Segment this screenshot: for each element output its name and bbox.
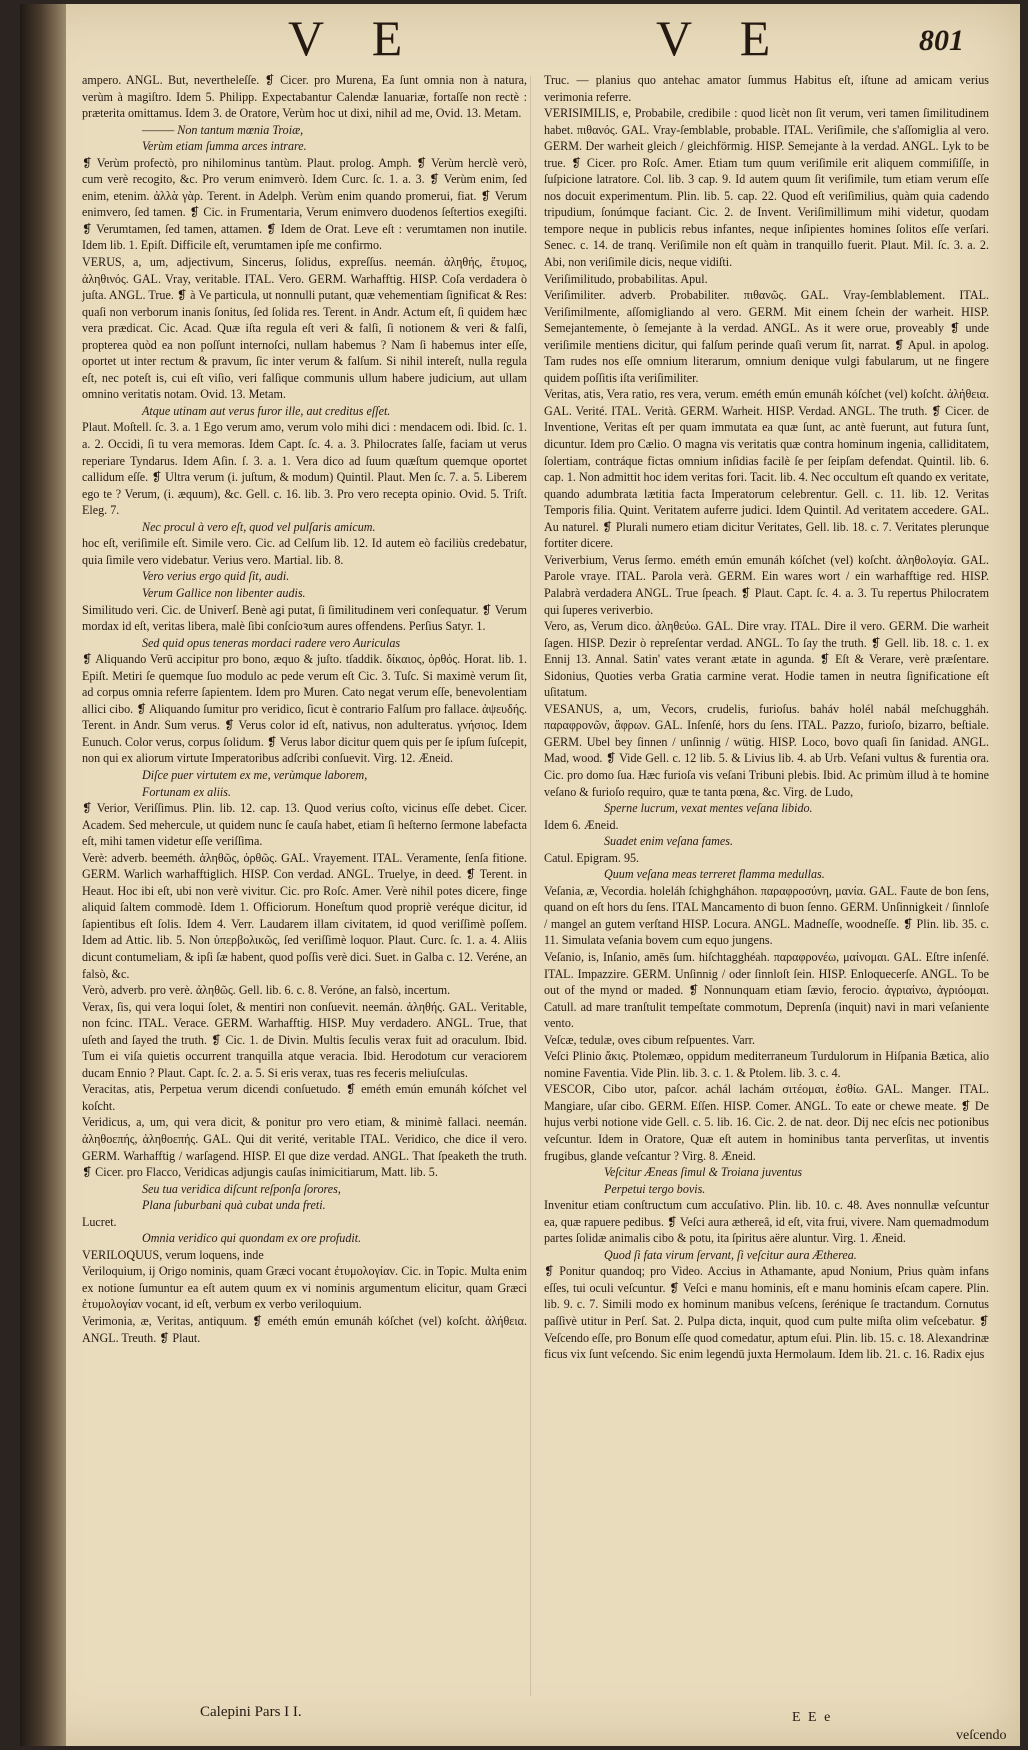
dictionary-entry: Plaut. Moſtell. ſc. 3. a. 1 Ego verum amo, verum volo mihi dici : mendacem odi. Ibid. ſc. 1. a. 2. Occidi, ſi tu vera memoras. Idem Capt. ſc. 4. a. 3. Philocrates ſalſe, faciam ut verus reperiare Tyndarus. Idem Aſin. ſ. 3. a. 1. Vera dico ad ſuum quæſtum quemque oportet callidum eſſe. ❡ Ultra verum (i. juſtum, & modum) Quintil. Plaut. Men ſc. 7. a. 5. Liberem ego te ? Verum, (i. æquum), &c. Gell. c. 16. lib. 3. Pro vero recepta opinio. Ovid. 5. Triſt. Eleg. 7. bbox=[82, 420, 527, 518]
dictionary-entry: Veſci Plinio ἄκις. Ptolemæo, oppidum mediterraneum Turdulorum in Hiſpania Bætica, alio nomine Faventia. Vide Plin. lib. 3. c. 1. & Ptolem. lib. 3. c. 4. bbox=[544, 1049, 989, 1080]
dictionary-entry: ❡ Aliquando Verū accipitur pro bono, æquo & juſto. tſaddik. δίκαιος, ὀρθός. Horat. lib. 1. Epiſt. Metiri ſe quemque ſuo modulo ac pede verum eſt Cic. 3. Tuſc. Si maximè verum ſit, ad corpus omnia referre ſapientem. Idem pro Muren. Cato negat verum eſſe, benevolentiam allici cibo. ❡ Aliquando ſumitur pro veridico, ſicut è contrario Falſum pro fallace. ἀψευδής. Terent. in Andr. Sum verus. ❡ Verus color id eſt, nativus, non adulteratus. γνήσιος. Idem Eunuch. Color verus, corpus ſolidum. ❡ Verus labor dicitur quem quis per ſe ipſum ſuſcepit, non qui ex aliorum virtute Imperatoribus adſcribi conſuevit. Virg. 12. Æneid. bbox=[82, 652, 527, 766]
verse-quotation: Verùm etiam ſumma arces intrare. bbox=[142, 139, 307, 154]
dictionary-entry: VESCOR, Cibo utor, paſcor. achál lachám σιτέομαι, ἐσθίω. GAL. Manger. ITAL. Mangiare, uſar cibo. GERM. Eſſen. HISP. Comer. ANGL. To eate or chewe meate. ❡ De hujus verbi notione vide Gell. c. 5. lib. 16. Cic. 2. de nat. deor. Dij nec eſcis nec potionibus veſcuntur. Idem in Oratore, Quæ eſt autem in hominibus tanta perverſitas, ut inventis frugibus, glande veſcantur ? Virg. 8. Æneid. bbox=[544, 1082, 989, 1163]
dictionary-entry: Verimonia, æ, Veritas, antiquum. ❡ eméth emún emunáh kóſchet (vel) koſcht. ἀλήθεια. ANGL. Treuth. ❡ Plaut. bbox=[82, 1314, 527, 1345]
column-divider bbox=[530, 76, 531, 1696]
verse-quotation: Veſcitur Æneas ſimul & Troiana juventus bbox=[604, 1165, 803, 1180]
dictionary-entry: Veriverbium, Verus ſermo. eméth emún emunáh kóſchet (vel) koſcht. ἀληθολογία. GAL. Parole vraye. ITAL. Parola verà. GERM. Ein wares wort / ein warhafftige red. HISP. Palabrà verdadera ANGL. True ſpeach. ❡ Plaut. Capt. ſc. 4. a. 3. Tu repertus Philocratem qui ſuperes veriverbio. bbox=[544, 552, 989, 617]
dictionary-entry: Verax, ſis, qui vera loqui ſolet, & mentiri non conſuevit. neemán. ἀληθής. GAL. Veritable, non fcinc. ITAL. Verace. GERM. Warhafftig. HISP. Muy verdadero. ANGL. True, that uſeth and ſayed the truth. ❡ Cic. 1. de Divin. Multis ſeculis verax fuit ad oraculum. Ibid. Tum ei viſa quietis occurrent tranquilla atque veracia. Ibid. Herodotum cur veraciorem ducam Ennio ? Plaut. Capt. ſc. 2. a. 5. Si eris verax, tuas res feceris meliuſculas. bbox=[82, 999, 527, 1080]
verse-quotation: Sperne lucrum, vexat mentes veſana libido. bbox=[604, 801, 813, 816]
dictionary-entry: hoc eſt, veriſimile eſt. Simile vero. Cic. ad Celſum lib. 12. Id autem eò faciliùs credebatur, quia ſimile vero videbatur. Verius vero. Martial. lib. 8. bbox=[82, 536, 527, 567]
right-column bbox=[544, 72, 989, 1363]
verse-quotation: Quod ſi fata virum ſervant, ſi veſcitur aura Ætherea. bbox=[604, 1247, 857, 1262]
dictionary-entry: Similitudo veri. Cic. de Univerſ. Benè agi putat, ſi ſimilitudinem veri conſequatur. ❡ Verum mordax id eſt, veritas libera, malè ſibi conſcioꝛum aures offendens. Perſius Satyr. 1. bbox=[82, 602, 527, 634]
dictionary-entry: ampero. ANGL. But, nevertheleſſe. ❡ Cicer. pro Murena, Ea ſunt omnia non à natura, verùm à magiſtro. Idem 5. Philipp. Expectabantur Calendæ Ianuariæ, fortaſſe non rectè : præterita omittamus. Idem 3. de Oratore, Verùm hoc ut dixi, nihil ad me, Ovid. 13. Metam. bbox=[82, 73, 527, 121]
dictionary-entry: Veriſimilitudo, probabilitas. Apul. bbox=[544, 271, 708, 286]
dictionary-entry: Lucret. bbox=[82, 1214, 117, 1229]
page-number: 801 bbox=[919, 24, 964, 57]
running-head-right: V E bbox=[656, 10, 789, 66]
verse-quotation: Fortunam ex aliis. bbox=[142, 784, 232, 799]
verse-quotation: Diſce puer virtutem ex me, verùmque laborem, bbox=[142, 767, 368, 782]
verse-quotation: Vero verius ergo quid ſit, audi. bbox=[142, 569, 290, 584]
signature-line: Calepini Pars I I. bbox=[200, 1704, 302, 1720]
dictionary-entry: Catul. Epigram. 95. bbox=[544, 850, 640, 865]
dictionary-entry: Vero, as, Verum dico. ἀληθεύω. GAL. Dire vray. ITAL. Dire il vero. GERM. Die warheit ſagen. HISP. Dezir ò repreſentar verdad. ANGL. To ſay the truth. ❡ Gell. lib. 18. c. 1. ex Ennij 13. Annal. Satin' vates verant ætate in agunda. ❡ Eſt & Verare, verè præſentare. Sidonius, Quoties verba Gratia carmine verat. Hodie tamen in neutra ſignificatione eſt uſitatum. bbox=[544, 619, 989, 700]
verse-quotation: Atque utinam aut verus furor ille, aut creditus eſſet. bbox=[142, 403, 391, 418]
dictionary-entry: VERILOQUUS, verum loquens, inde bbox=[82, 1247, 264, 1262]
verse-quotation: Omnia veridico qui quondam ex ore profudit. bbox=[142, 1231, 362, 1246]
verse-quotation: Perpetui tergo bovis. bbox=[604, 1181, 706, 1196]
dictionary-entry: Veritas, atis, Vera ratio, res vera, verum. eméth emún emunáh kóſchet (vel) koſcht. ἀλήθεια. GAL. Verité. ITAL. Verità. GERM. Warheit. HISP. Verdad. ANGL. The truth. ❡ Cicer. de Inventione, Veritas eſt per quam immutata ea quæ ſunt, ac antè fuerunt, aut futura ſunt, dicuntur. Idem pro Cælio. O magna vis veritatis quæ contra hominum ingenia, calliditatem, ſolertiam, contráque fictas omnium inſidias facilè ſe per ſeipſam defendat. Quintil. lib. 6. cap. 1. Non admittit hoc idem veritas fori. Tacit. lib. 4. Nec occultum eſt quando ex veritate, quando adumbrata lætitia facta Imperatorum celebrentur. Gell. c. 11. lib. 12. Veritas Temporis filia. Quint. Veritatem auferre judici. Idem Quintil. Ad veritatem accedere. GAL. Au naturel. ❡ Plurali numero etiam dicitur Veritates, Gell. lib. 18. c. 7. Veritates plerunque fortiter dicere. bbox=[544, 387, 989, 551]
dictionary-entry: Idem 6. Æneid. bbox=[544, 817, 619, 832]
dictionary-entry: Truc. — planius quo antehac amator ſummus Habitus eſt, iſtune ad amicam verius verimonia referre. bbox=[544, 73, 989, 104]
verse-quotation: Seu tua veridica diſcunt reſponſa ſorores, bbox=[142, 1181, 341, 1196]
dictionary-entry: Veriſimiliter. adverb. Probabiliter. πιθανῶς. GAL. Vray-ſemblablement. ITAL. Veriſimilmente, aſſomigliando al vero. GERM. Mit einem ſchein der warheit. HISP. Semejantemente, ò ſemejante à la verdad. ANGL. As it were orue, proveably ❡ unde veriſimile mentiens dicitur, qui falſum perinde quaſi verum ſit, narrat. ❡ Apul. in apolog. Tam rudes nos eſſe omnium literarum, omnium denique vulgi fabularum, ut ne fingere quidem poſſitis iſta veriſimiliter. bbox=[544, 288, 989, 385]
dictionary-entry: Veſanio, is, Inſanio, amēs ſum. hiſchtagghéah. παραφρονέω, μαίνομαι. GAL. Eſtre inſenſé. ITAL. Impazzire. GERM. Unſinnig / oder ſinnloſt ſein. HISP. Enloquecerſe. ANGL. To be out of the mynd or maded. ❡ Nonnunquam etiam ſævio, ferocio. ἀγριαίνω, ἀγριόομαι. Catull. ad mare tranſtulit tempeſtate commotum, Deprenſa (inquit) navi in mari veſaniente vento. bbox=[544, 949, 989, 1031]
dictionary-entry: Veracitas, atis, Perpetua verum dicendi conſuetudo. ❡ eméth emún emunáh kóſchet vel koſcht. bbox=[82, 1082, 527, 1113]
verse-quotation: Sed quid opus teneras mordaci radere vero Auriculas bbox=[142, 635, 401, 650]
verse-quotation: Verum Gallice non libenter audis. bbox=[142, 585, 306, 600]
dictionary-entry: ❡ Ponitur quandoq; pro Video. Accius in Athamante, apud Nonium, Prius quàm infans eſſes, tui oculi veſcuntur. ❡ Veſci e manu hominis, eſt e manu hominis eſcam capere. Plin. lib. 9. c. 7. Simili modo ex hominum manibus veſcens, ſerénique ſe tractandum. Cornutus paſſivè utitur in Perſ. Sat. 2. Pulpa dicta, inquit, quod cum pulte miſta olim veſcebatur. ❡ Veſcendo eſſe, pro Bonum eſſe quod comedatur, aptum eſui. Plin. lib. 15. c. 18. Alexandrinæ ficus vix ſunt veſcendo. Sic enim legendū juxta Hermolaum. Idem lib. 21. c. 16. Radix ejus bbox=[544, 1264, 989, 1362]
dictionary-entry: Invenitur etiam conſtructum cum accuſativo. Plin. lib. 10. c. 48. Aves nonnullæ veſcuntur ea, quæ rapuere pedibus. ❡ Veſci aura æthereâ, id eſt, vita frui, vivere. Nam quemadmodum partes ſolidæ animalis cibo & potu, ita ſpiritus aëre aluntur. Virg. 1. Æneid. bbox=[544, 1198, 989, 1246]
dictionary-entry: VESANUS, a, um, Vecors, crudelis, furioſus. baháv holél nabál meſchuggháh. παραφρονῶν, ἄφρων. GAL. Inſenſé, hors du ſens. ITAL. Pazzo, furioſo, bizarro, beſtiale. GERM. Ubel bey ſinnen / unſinnig / wütig. HISP. Loco, bovo quaſi ſin ſanidad. ANGL. Mad, wood. ❡ Vide Gell. c. 12 lib. 5. & Livius lib. 4. ab Urb. Veſani vultus & furentia ora. Cic. pro domo ſua. Hæc furioſa vis veſani Tribuni plebis. Ibid. Ac primùm illud à te homine veſano & furioſo requiro, quæ te tanta pœna, &c. Virg. de Ludo, bbox=[544, 701, 989, 799]
dictionary-page bbox=[20, 4, 1020, 1746]
signature-mark: E E e bbox=[792, 1710, 833, 1725]
dictionary-entry: Verò, adverb. pro verè. ἀληθῶς. Gell. lib. 6. c. 8. Veróne, an falsò, incertum. bbox=[82, 983, 451, 998]
book-gutter bbox=[20, 4, 66, 1746]
verse-quotation: Plana ſuburbani quà cubat unda freti. bbox=[142, 1198, 326, 1213]
left-column bbox=[82, 72, 527, 1346]
verse-quotation: Nec procul à vero eſt, quod vel pulſaris amicum. bbox=[142, 519, 376, 534]
dictionary-entry: ❡ Verùm profectò, pro nihilominus tantùm. Plaut. prolog. Amph. ❡ Verùm herclè verò, cum verè recogito, &c. Pro verum enimverò. Idem Curc. ſc. 1. a. 3. ❡ Verùm enim, ſed enim, etenim. ἀλλὰ γὰρ. Terent. in Adelph. Verùm enim quando promerui, fiat. ❡ Verum enimvero, ſed tamen. ❡ Cic. in Frumentaria, Verum enimvero duodenos ſeſtertios exegiſti. ❡ Verumtamen, ſed tamen, attamen. ❡ Idem de Orat. Leve eſt : verumtamen non inutile. Idem lib. 1. Epiſt. Difficile eſt, verumtamen ipſe me confirmo. bbox=[82, 155, 527, 253]
verse-quotation: Quum veſana meas terreret flamma medullas. bbox=[604, 867, 825, 882]
dictionary-entry: VERUS, a, um, adjectivum, Sincerus, ſolidus, expreſſus. neemán. ἀληθής, ἔτυμος, ἀληθινός. GAL. Vray, veritable. ITAL. Vero. GERM. Warhafftig. HISP. Coſa verdadera ò juſta. ANGL. True. ❡ à Ve particula, ut nonnulli putant, quæ vehementiam ſignificat & Res: quaſi non verborum inanis ſonitus, ſed ſolida res. Terent. in Andr. Actum eſt, ſi quidem hæc vera prædicat. Cic. Acad. Quæ iſta regula eſt veri & falſi, ſi notionem & veri & falſi, propterea quòd ea non poſſunt internoſci, nullam habemus ? Nam ſi habemus inter eſſe, oportet ut inter rectum & pravum, ſic inter verum & falſum. Si nihil intereſt, nulla regula eſt, nec poteſt is, cui eſt viſio, veri falſique communis ullum habere judicium, aut ullam omnino veritatis notam. Ovid. 13. Metam. bbox=[82, 255, 527, 402]
dictionary-entry: Veſcæ, tedulæ, oves cibum reſpuentes. Varr. bbox=[544, 1032, 756, 1047]
catchword: veſcendo bbox=[956, 1728, 1007, 1743]
dictionary-entry: Veridicus, a, um, qui vera dicit, & ponitur pro vero etiam, & minimè fallaci. neemán. ἀληθοεπής, ἀληθοεπής. GAL. Qui dit verité, veritable ITAL. Veridico, che dice il vero. GERM. Warhafftig / warſagend. HISP. El que dize verdad. ANGL. That ſpeaketh the truth. ❡ Cicer. pro Flacco, Veridicas adjungis cauſas inimicitiarum, Matt. lib. 5. bbox=[82, 1115, 527, 1180]
verse-quotation: Suadet enim veſana fames. bbox=[604, 834, 733, 849]
dictionary-entry: Veſania, æ, Vecordia. holeláh ſchighgháhon. παραφροσύνη, μανία. GAL. Faute de bon ſens, quand on eſt hors du ſens. ITAL Mancamento di buon ſenno. GERM. Unſinnigkeit / ſinnloſe / mangel an gutem verſtand HISP. Locura. ANGL. Madneſſe, woodneſſe. ❡ Plin. lib. 35. c. 11. Simulata veſania bovem cum equo jungens. bbox=[544, 883, 989, 948]
dictionary-entry: Veriloquium, ij Origo nominis, quam Græci vocant ἐτυμολογίαν. Cic. in Topic. Multa enim ex notione ſumuntur ea eſt autem quum ex vi nominis argumentum elicitur, quam Græci ἐτυμολογίαν vocant, id eſt, verbum ex verbo veriloquium. bbox=[82, 1264, 527, 1312]
verse-quotation: ——— Non tantum mœnia Troiæ, bbox=[142, 122, 304, 137]
dictionary-entry: VERISIMILIS, e, Probabile, credibile : quod licèt non ſit verum, veri tamen ſimilitudinem habet. πιθανός. GAL. Vray-ſemblable, probable. ITAL. Veriſimile, che s'aſſomiglia al vero. GERM. Der warheit gleich / gleichförmig. HISP. Semejante à la verdad. ANGL. Lyk to be true. ❡ Cicer. pro Roſc. Amer. Etiam tum quum veriſimile erit aliquem commiſiſſe, in ſuſpicione latratore. Col. lib. 3 cap. 9. Id autem quum ſit veriſimile, tum etiam verum eſſe nos docuit experimentum. Plin. lib. 5. cap. 22. Quod eſt veriſimilius, quàm quia cadendo tripudium, ſonúmque faciant. Cic. 2. de Invent. Veriſimillimum mihi videtur, quodam tempore neque in publicis rebus infantes, neque inſipientes homines ſolitos eſſe verſari. Senec. c. 14. de tranq. Veriſimile non eſt quàm in tranquillo fuerit. Plaut. Mil. ſc. 3. a. 2. Abi, non veriſimile dicis, neque vidiſti. bbox=[544, 106, 989, 270]
dictionary-entry: Verè: adverb. beeméth. ἀληθῶς, ὀρθῶς. GAL. Vrayement. ITAL. Veramente, ſenſa fitione. GERM. Warlich warhafftiglich. HISP. Con verdad. ANGL. Truelye, in deed. ❡ Terent. in Heaut. Hoc ibi eſt, ubi non verè vivitur. Cic. pro Roſc. Amer. Verè nihil potes dicere, finge aliquid ſaltem commodè. Idem 1. Officiorum. Honeſtum quod propriè veréque dicitur, id ſapientibus eſt ſolis. Idem 4. Verr. Laudarem illam civitatem, id quod veriſſimè poſſem. Idem ad Attic. lib. 5. Non ὑπερβολικῶς, ſed veriſſimè loquor. Plaut. Curc. ſc. 1. a. 4. Aliis dicunt contumeliam, & ipſi ſæ habent, quod poſſis verè dici. Suet. in Galba c. 12. Veréne, an falsò, &c. bbox=[82, 850, 527, 981]
running-head-left: V E bbox=[288, 10, 421, 66]
dictionary-entry: ❡ Verior, Veriſſimus. Plin. lib. 12. cap. 13. Quod verius coſto, vicinus eſſe debet. Cicer. Academ. Sed mehercule, ut quidem nunc ſe cauſa habet, etiam ſi heſterno ſermone labefacta eſt, mihi tamen videtur eſſe veriſſima. bbox=[82, 801, 527, 849]
